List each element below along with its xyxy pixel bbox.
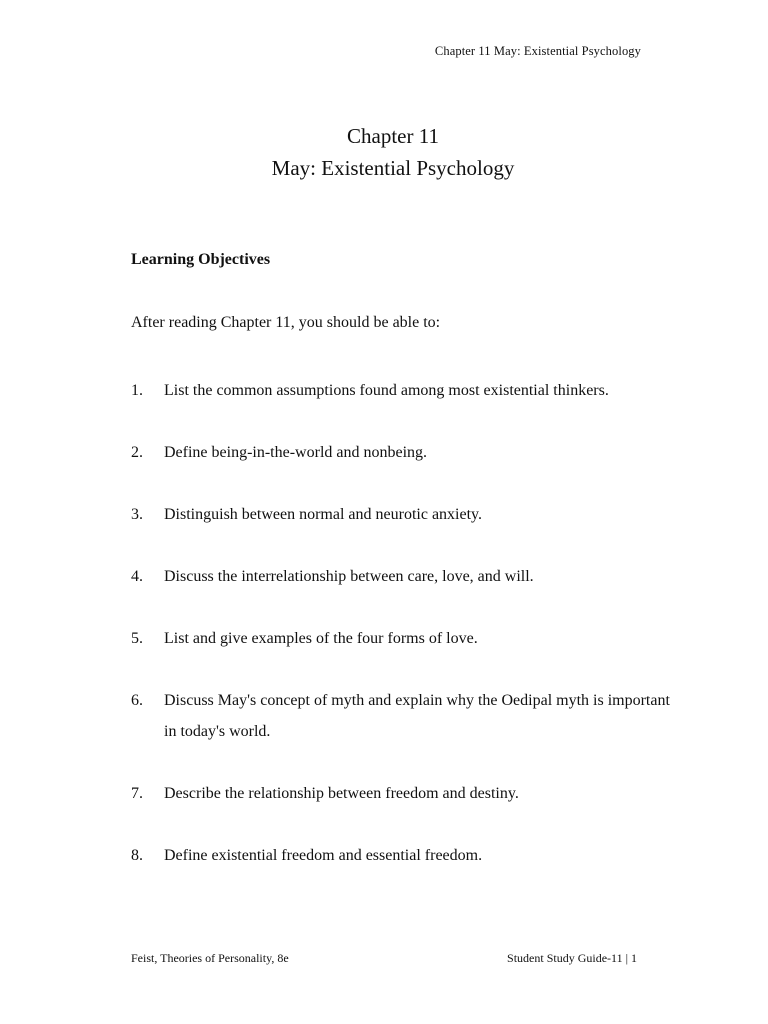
chapter-number: Chapter 11 xyxy=(347,124,439,148)
objective-text: Define existential freedom and essential freedom. xyxy=(164,847,483,864)
objective-item xyxy=(131,685,671,747)
objective-text: Distinguish between normal and neurotic anxiety. xyxy=(164,506,482,523)
objective-item xyxy=(131,623,671,654)
objective-number: 8. xyxy=(131,847,143,864)
objective-text: Discuss the interrelationship between care, love, and will. xyxy=(164,568,534,585)
objective-number: 1. xyxy=(131,382,143,399)
section-heading: Learning Objectives xyxy=(131,251,271,268)
objective-number: 3. xyxy=(131,506,143,523)
objective-text: Describe the relationship between freedom and destiny. xyxy=(164,785,519,802)
objective-text: Define being-in-the-world and nonbeing. xyxy=(164,444,428,461)
objectives-list xyxy=(131,375,671,902)
objective-number: 7. xyxy=(131,785,143,802)
footer-page-number: Student Study Guide-11 | 1 xyxy=(507,951,637,965)
objective-text: List and give examples of the four forms of love. xyxy=(164,630,478,647)
objective-item xyxy=(131,499,671,530)
objective-item xyxy=(131,840,671,871)
objective-number: 6. xyxy=(131,692,143,709)
intro-text: After reading Chapter 11, you should be able to: xyxy=(131,314,441,331)
objective-number: 5. xyxy=(131,630,143,647)
objective-text: Discuss May's concept of myth and explain why the Oedipal myth is important in today's world. xyxy=(164,692,670,740)
footer-source: Feist, Theories of Personality, 8e xyxy=(131,951,289,965)
running-header: Chapter 11 May: Existential Psychology xyxy=(434,44,641,58)
objective-number: 4. xyxy=(131,568,143,585)
objective-text: List the common assumptions found among most existential thinkers. xyxy=(164,382,609,399)
objective-number: 2. xyxy=(131,444,143,461)
chapter-name: May: Existential Psychology xyxy=(271,156,515,180)
objective-item xyxy=(131,437,671,468)
objective-item xyxy=(131,561,671,592)
chapter-title xyxy=(0,120,768,184)
objective-item xyxy=(131,375,671,406)
objective-item xyxy=(131,778,671,809)
